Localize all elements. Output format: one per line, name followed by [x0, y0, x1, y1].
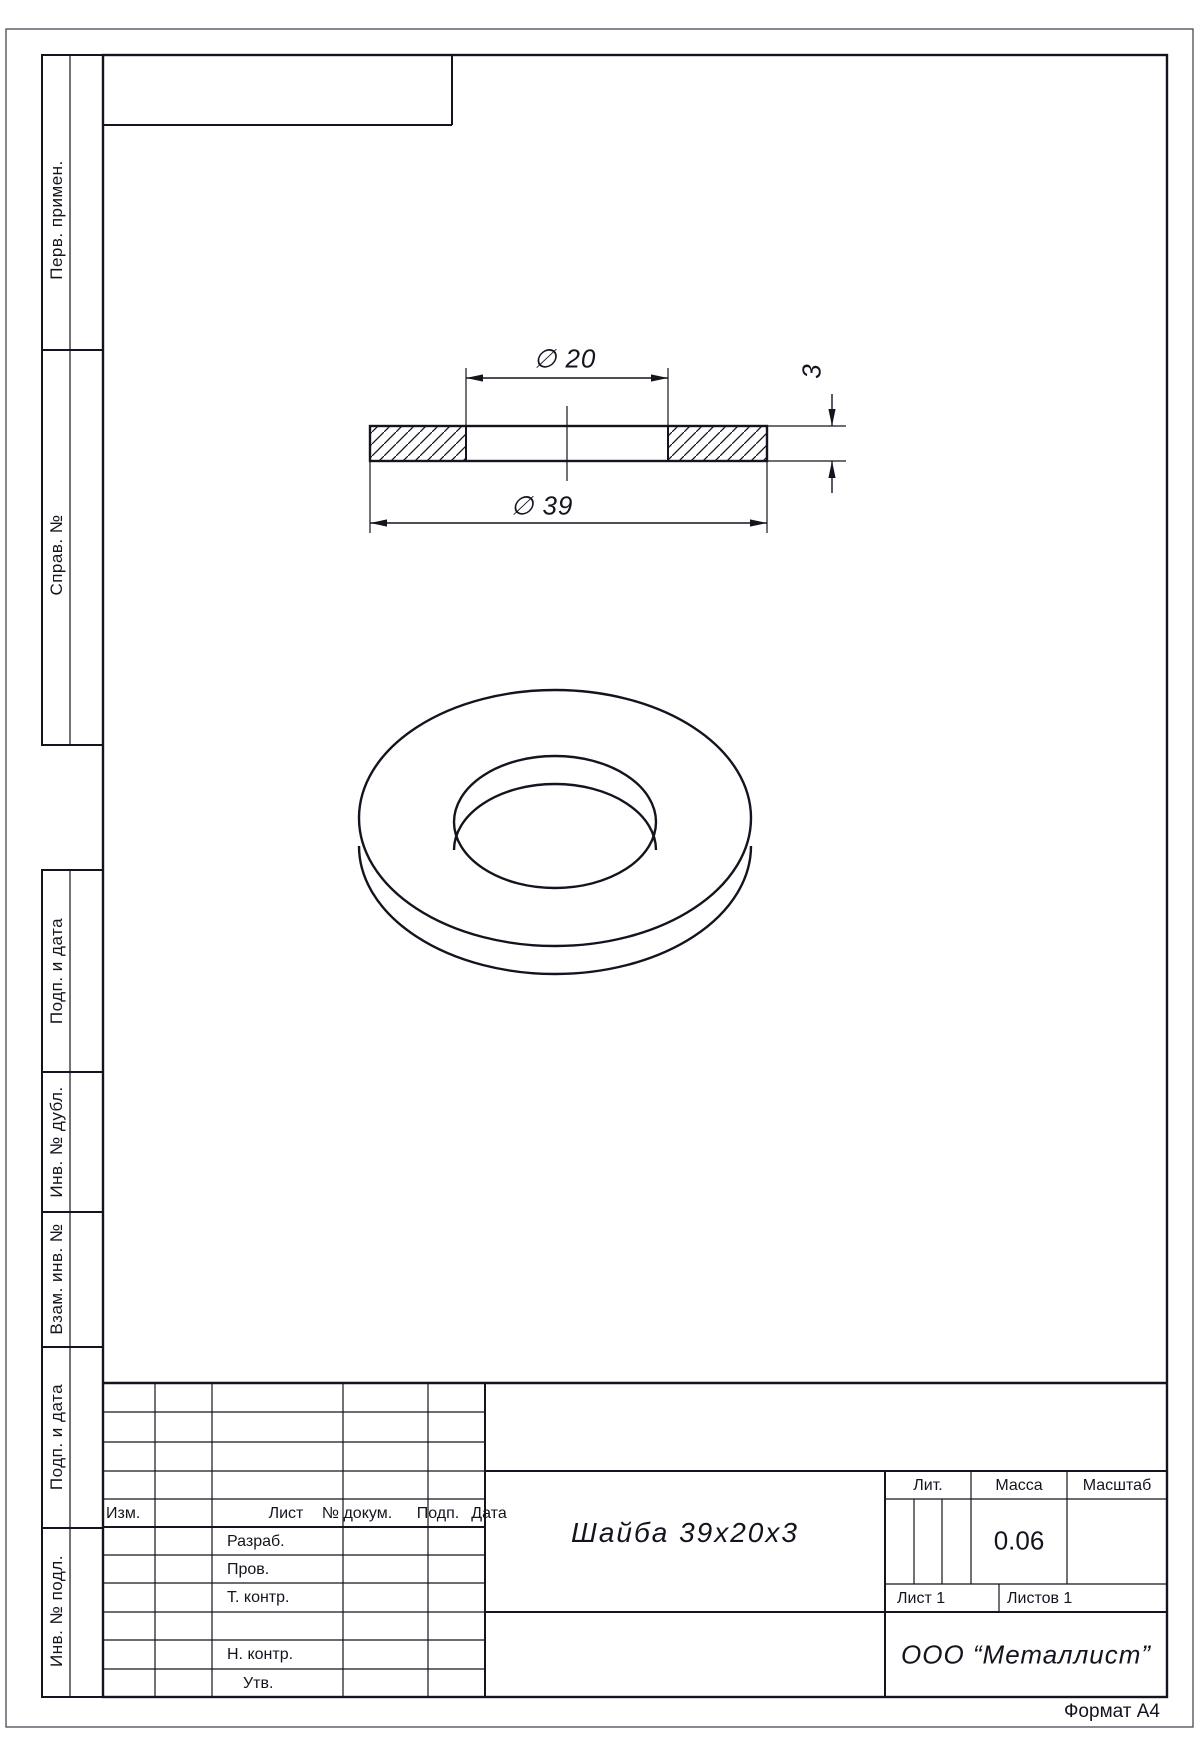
sidebar-top-box	[42, 55, 103, 745]
tb-sheet: Лист 1	[897, 1590, 946, 1607]
tb-row-razrab: Разраб.	[227, 1533, 285, 1550]
section-view	[370, 406, 767, 481]
format-label: Формат А4	[1063, 1701, 1160, 1722]
tb-row-utv: Утв.	[243, 1675, 274, 1692]
tb-row-prov: Пров.	[227, 1561, 270, 1578]
tb-header-izm: Изм.	[106, 1505, 141, 1522]
part-name: Шайба 39x20x3	[571, 1517, 799, 1548]
sidebar-label-vzam-inv: Взам. инв. №	[47, 1223, 66, 1335]
dim-text-thickness: 3	[796, 363, 827, 379]
tb-row-tkontr: Т. контр.	[227, 1589, 290, 1606]
tb-row-nkontr: Н. контр.	[227, 1646, 294, 1663]
isometric-view	[359, 690, 751, 974]
tb-mass-label: Масса	[995, 1477, 1043, 1494]
dimension-thickness	[767, 394, 846, 493]
company-name: ООО “Металлист”	[900, 1639, 1152, 1670]
tb-header-list: Лист	[268, 1505, 304, 1522]
sidebar-label-inv-podl: Инв. № подл.	[47, 1555, 66, 1667]
tb-header-podp: Подп.	[416, 1505, 460, 1522]
sidebar-label-perv-primen: Перв. примен.	[47, 160, 66, 280]
reverse-stamp-box	[103, 55, 452, 125]
sidebar-label-podp-data-1: Подп. и дата	[47, 917, 66, 1025]
hatch-left	[370, 426, 466, 461]
tb-mass-value: 0.06	[993, 1525, 1045, 1556]
tb-header-docnum: № докум.	[321, 1505, 393, 1522]
hatch-right	[668, 426, 767, 461]
dim-text-hole-diameter: ∅ 20	[533, 343, 597, 374]
tb-scale-label: Масштаб	[1082, 1477, 1152, 1494]
sidebar-label-podp-data-2: Подп. и дата	[47, 1383, 66, 1491]
washer-hole-top	[454, 756, 656, 888]
tb-sheets: Листов 1	[1007, 1590, 1073, 1607]
dim-text-outer-diameter: ∅ 39	[510, 490, 574, 521]
tb-header-data: Дата	[471, 1505, 507, 1522]
sidebar-label-sprav-no: Справ. №	[47, 514, 66, 596]
tb-lit-label: Лит.	[913, 1477, 943, 1494]
sidebar-label-inv-dubl: Инв. № дубл.	[47, 1086, 66, 1198]
